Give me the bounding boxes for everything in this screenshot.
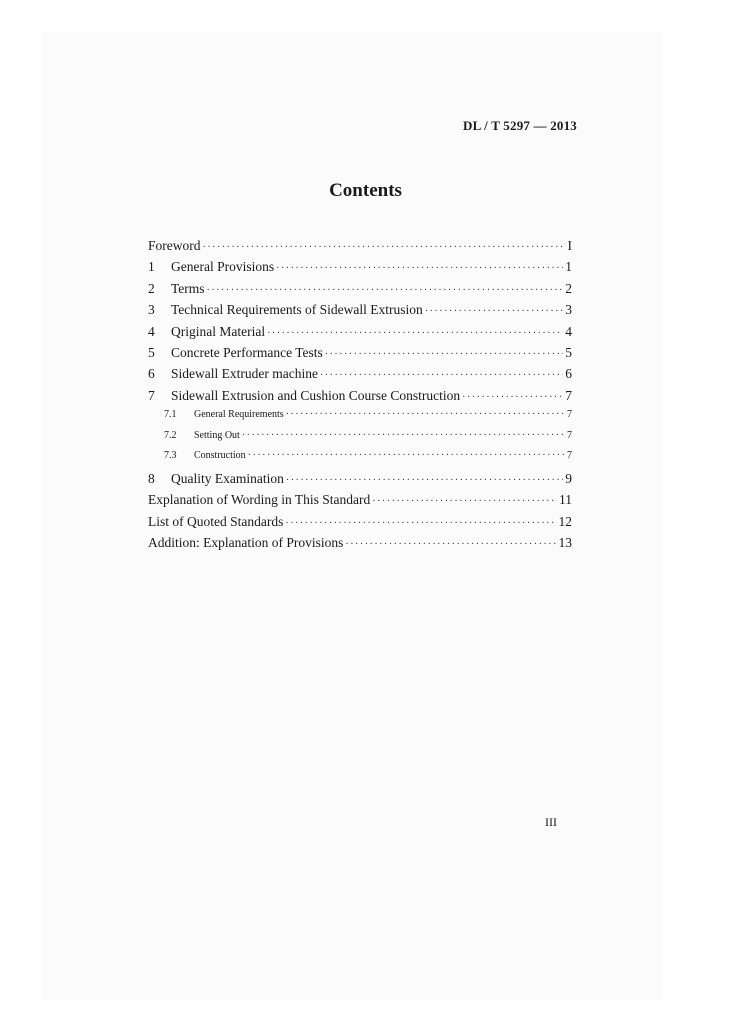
dot-leader bbox=[267, 328, 563, 339]
toc-entry-page: 12 bbox=[558, 513, 572, 529]
dot-leader bbox=[285, 518, 556, 529]
toc-entry-number: 7 bbox=[148, 387, 155, 403]
toc-entry-label: Terms bbox=[171, 280, 205, 296]
toc-entry-page: 7 bbox=[565, 387, 572, 403]
toc-entry-page: 7 bbox=[567, 429, 572, 441]
toc-entry-label: List of Quoted Standards bbox=[148, 513, 284, 529]
toc-entry-label: Sidewall Extruder machine bbox=[171, 366, 318, 382]
toc-entry-page: 4 bbox=[565, 323, 572, 339]
table-of-contents bbox=[148, 238, 572, 556]
toc-entry-page: 7 bbox=[567, 409, 572, 421]
toc-entry-number: 5 bbox=[148, 344, 155, 360]
toc-entry-foreword[interactable] bbox=[148, 238, 572, 259]
toc-entry-page: 1 bbox=[565, 259, 572, 275]
toc-entry-explanation-of-wording[interactable] bbox=[148, 492, 572, 513]
toc-entry-page: 7 bbox=[567, 450, 572, 462]
toc-entry-page: 2 bbox=[565, 280, 572, 296]
toc-entry-page: 13 bbox=[558, 535, 572, 551]
toc-entry-number: 2 bbox=[148, 280, 155, 296]
toc-entry-4[interactable] bbox=[148, 324, 572, 345]
toc-entry-label: Concrete Performance Tests bbox=[171, 344, 323, 360]
toc-entry-page: I bbox=[567, 238, 572, 253]
toc-entry-label: Sidewall Extrusion and Cushion Course Construction bbox=[171, 387, 461, 403]
toc-entry-page: 6 bbox=[565, 366, 572, 382]
toc-entry-7-3[interactable] bbox=[148, 450, 572, 471]
toc-entry-2[interactable] bbox=[148, 281, 572, 302]
dot-leader bbox=[242, 430, 564, 441]
dot-leader bbox=[425, 306, 564, 317]
toc-entry-label: Addition: Explanation of Provisions bbox=[148, 535, 344, 551]
dot-leader bbox=[462, 392, 563, 403]
toc-entry-page: 3 bbox=[565, 302, 572, 318]
dot-leader bbox=[320, 370, 563, 381]
toc-entry-label: Explanation of Wording in This Standard bbox=[148, 492, 371, 508]
toc-entry-label: Setting Out bbox=[194, 429, 240, 441]
toc-entry-label: Construction bbox=[194, 450, 246, 462]
toc-entry-number: 7.1 bbox=[164, 409, 177, 421]
toc-entry-number: 6 bbox=[148, 366, 155, 382]
toc-entry-5[interactable] bbox=[148, 345, 572, 366]
toc-entry-page: 5 bbox=[565, 344, 572, 360]
toc-entry-1[interactable] bbox=[148, 259, 572, 280]
toc-entry-7-1[interactable] bbox=[148, 409, 572, 430]
toc-entry-explanation-of-provisions[interactable] bbox=[148, 535, 572, 556]
dot-leader bbox=[203, 242, 565, 253]
dot-leader bbox=[286, 475, 563, 486]
toc-entry-number: 4 bbox=[148, 323, 155, 339]
dot-leader bbox=[325, 349, 564, 360]
toc-entry-quoted-standards[interactable] bbox=[148, 514, 572, 535]
toc-entry-label: Foreword bbox=[148, 238, 201, 253]
toc-entry-number: 7.2 bbox=[164, 429, 177, 441]
toc-entry-number: 1 bbox=[148, 259, 155, 275]
toc-entry-page: 9 bbox=[565, 470, 572, 486]
toc-entry-number: 3 bbox=[148, 302, 155, 318]
toc-entry-label: General Requirements bbox=[194, 409, 284, 421]
toc-entry-7-2[interactable] bbox=[148, 430, 572, 451]
toc-entry-page: 11 bbox=[559, 492, 572, 508]
page-title: Contents bbox=[329, 180, 402, 201]
toc-entry-label: Technical Requirements of Sidewall Extrusion bbox=[171, 302, 423, 318]
dot-leader bbox=[286, 409, 564, 420]
dot-leader bbox=[345, 539, 556, 550]
page-number: III bbox=[545, 815, 557, 829]
toc-entry-label: General Provisions bbox=[171, 259, 275, 275]
toc-entry-6[interactable] bbox=[148, 366, 572, 387]
dot-leader bbox=[372, 496, 557, 507]
toc-entry-label: Qriginal Material bbox=[171, 323, 266, 339]
toc-entry-label: Quality Examination bbox=[171, 470, 284, 486]
toc-entry-3[interactable] bbox=[148, 302, 572, 323]
toc-entry-8[interactable] bbox=[148, 471, 572, 492]
toc-entry-number: 7.3 bbox=[164, 450, 177, 462]
dot-leader bbox=[207, 285, 564, 296]
dot-leader bbox=[248, 450, 564, 461]
dot-leader bbox=[276, 263, 563, 274]
toc-entry-7[interactable] bbox=[148, 388, 572, 409]
toc-entry-number: 8 bbox=[148, 470, 155, 486]
standard-number: DL / T 5297 — 2013 bbox=[462, 118, 577, 133]
